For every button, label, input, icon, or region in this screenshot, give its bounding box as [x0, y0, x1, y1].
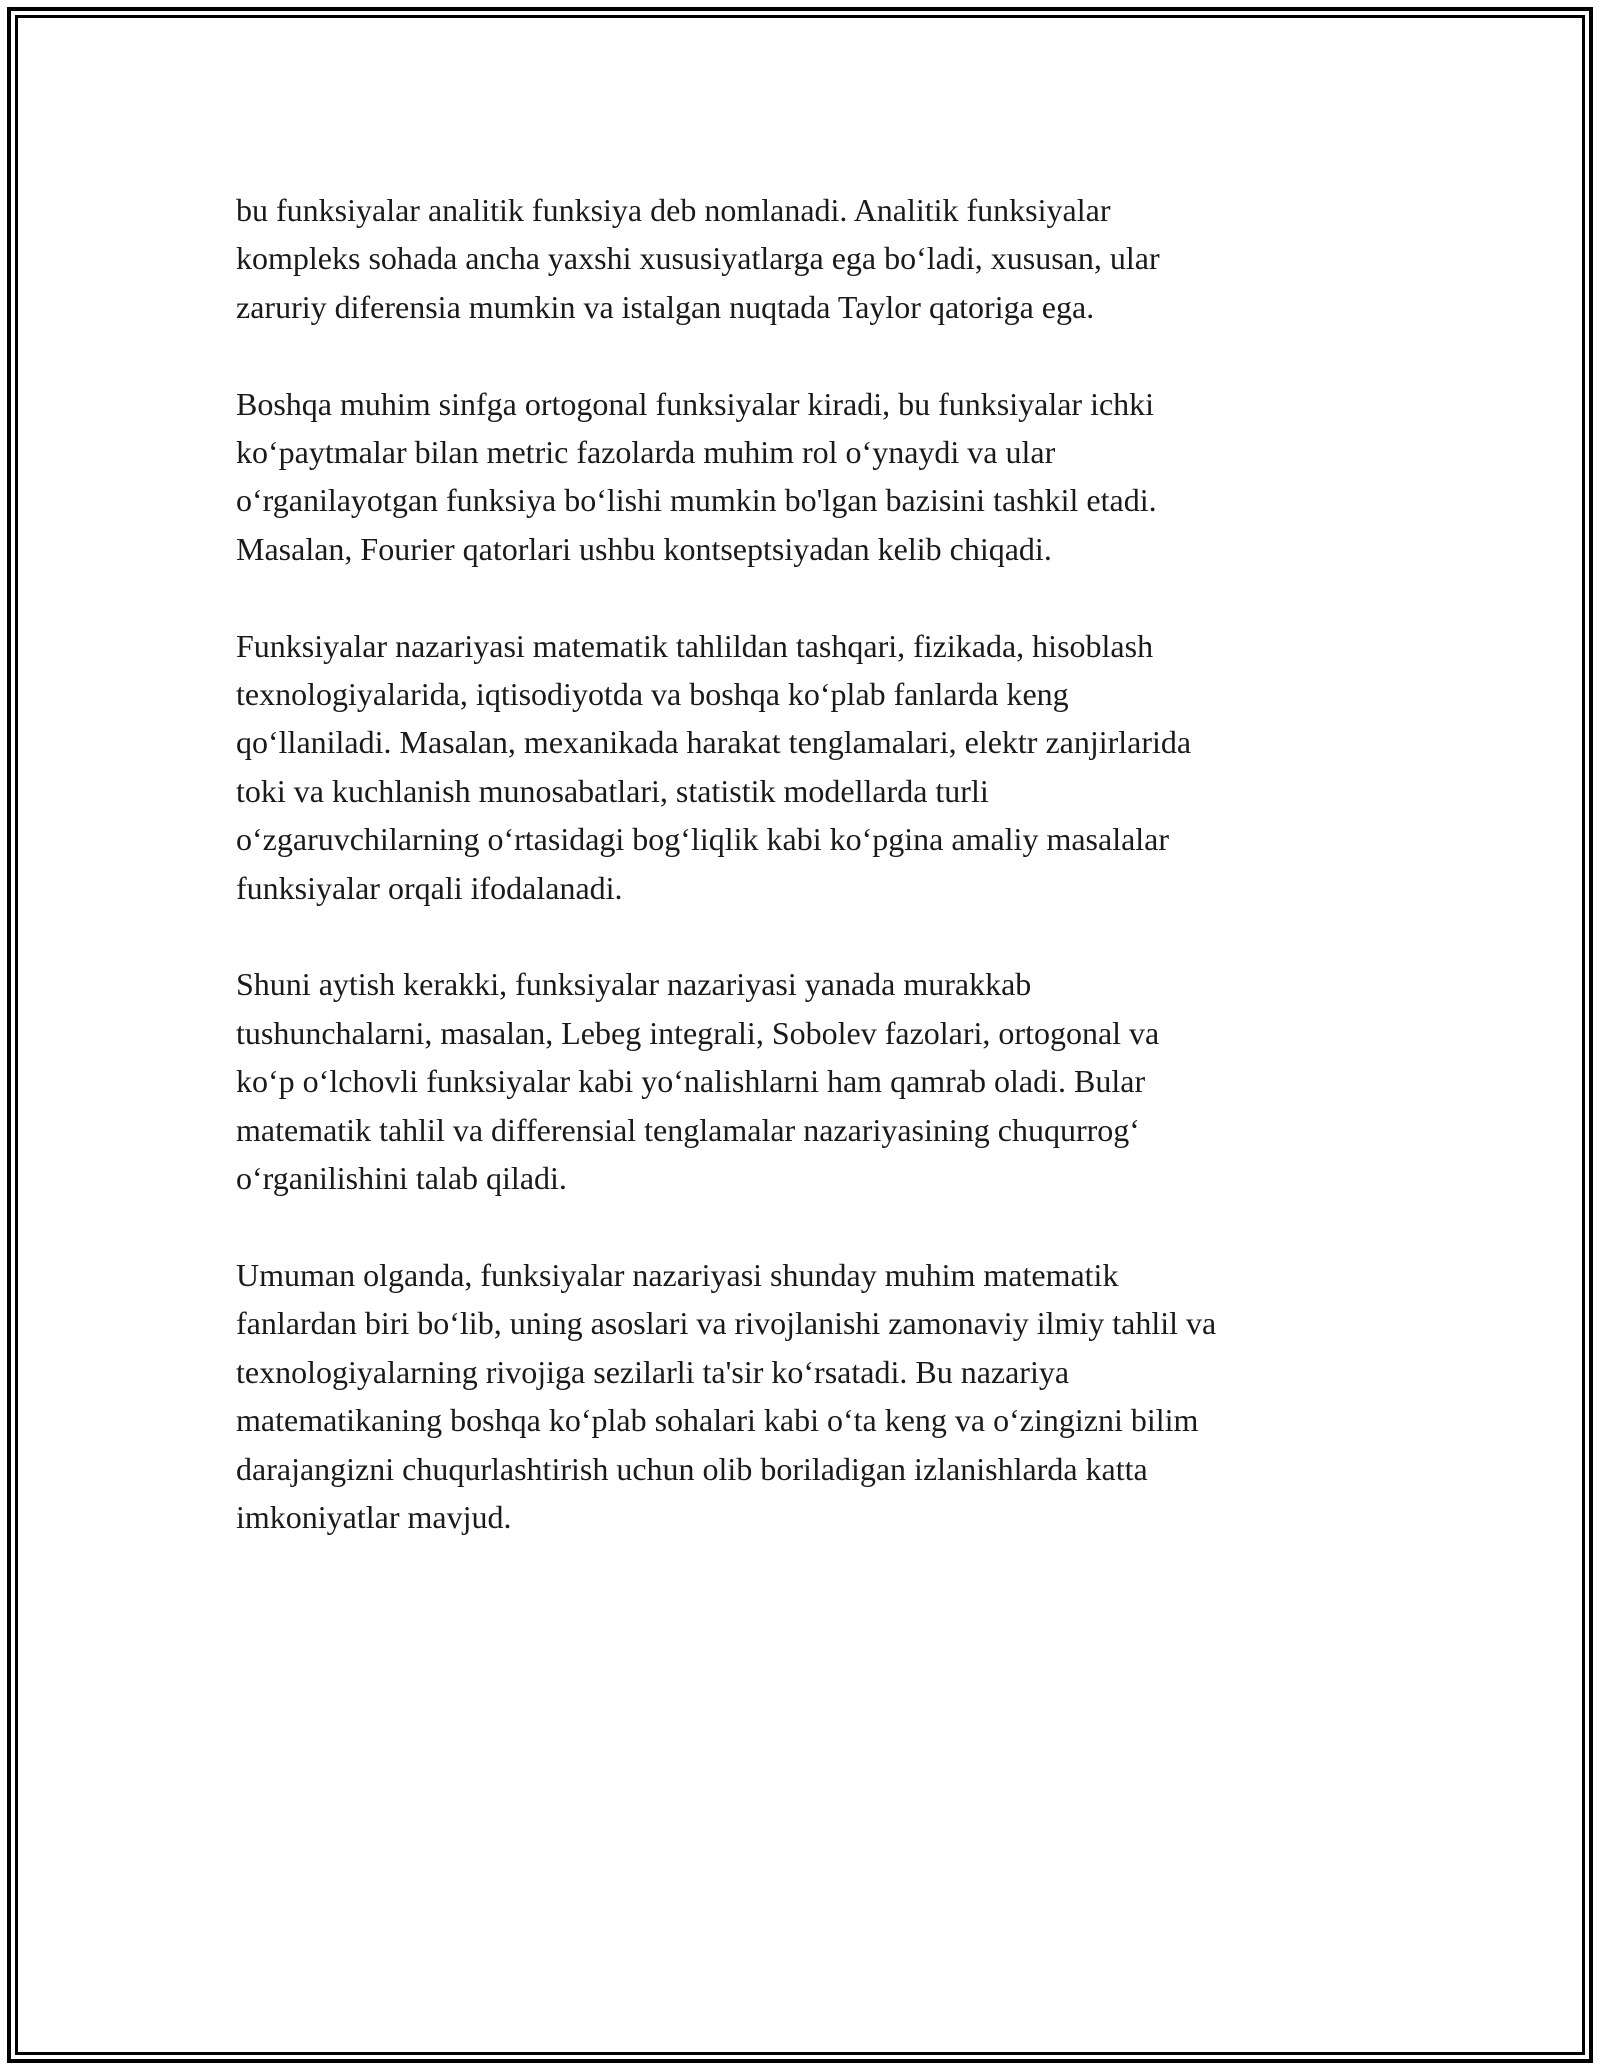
text-line: Funksiyalar nazariyasi matematik tahlildan tashqari, fizikada, hisoblash	[236, 627, 1154, 664]
text-line: ko‘p o‘lchovli funksiyalar kabi yo‘nalishlarni ham qamrab oladi. Bular	[236, 1063, 1146, 1100]
text-line: kompleks sohada ancha yaxshi xususiyatlarga ega bo‘ladi, xususan, ular	[236, 240, 1160, 277]
text-line: texnologiyalarida, iqtisodiyotda va boshqa ko‘plab fanlarda keng	[236, 676, 1069, 713]
text-line: toki va kuchlanish munosabatlari, statistik modellarda turli	[236, 772, 989, 809]
paragraph-applications	[236, 622, 1386, 912]
text-line: fanlardan biri bo‘lib, uning asoslari va rivojlanishi zamonaviy ilmiy tahlil va	[236, 1305, 1217, 1342]
text-line: darajangizni chuqurlashtirish uchun olib boriladigan izlanishlarda katta	[236, 1450, 1148, 1487]
text-line: Umuman olganda, funksiyalar nazariyasi shunday muhim matematik	[236, 1256, 1119, 1293]
text-line: Masalan, Fourier qatorlari ushbu kontseptsiyadan kelib chiqadi.	[236, 530, 1052, 567]
paragraph-orthogonal-functions	[236, 380, 1386, 574]
text-line: o‘rganilayotgan funksiya bo‘lishi mumkin bo'lgan bazisini tashkil etadi.	[236, 482, 1157, 519]
text-line: qo‘llaniladi. Masalan, mexanikada harakat tenglamalari, elektr zanjirlarida	[236, 724, 1192, 761]
text-line: bu funksiyalar analitik funksiya deb nomlanadi. Analitik funksiyalar	[236, 192, 1111, 228]
text-line: Shuni aytish kerakki, funksiyalar nazariyasi yanada murakkab	[236, 966, 1032, 1003]
text-line: matematikaning boshqa ko‘plab sohalari kabi o‘ta keng va o‘zingizni bilim	[236, 1402, 1199, 1439]
paragraph-advanced-concepts	[236, 960, 1386, 1202]
paragraph-conclusion	[236, 1251, 1386, 1541]
text-line: ko‘paytmalar bilan metric fazolarda muhim rol o‘ynaydi va ular	[236, 434, 1056, 471]
document-body	[236, 186, 1386, 1590]
text-line: o‘rganilishini talab qiladi.	[236, 1160, 567, 1197]
text-line: Boshqa muhim sinfga ortogonal funksiyalar kiradi, bu funksiyalar ichki	[236, 385, 1155, 422]
text-line: texnologiyalarning rivojiga sezilarli ta'sir ko‘rsatadi. Bu nazariya	[236, 1353, 1070, 1390]
text-line: funksiyalar orqali ifodalanadi.	[236, 869, 623, 906]
text-line: matematik tahlil va differensial tenglamalar nazariyasining chuqurrog‘	[236, 1111, 1140, 1148]
paragraph-functions-analytic	[236, 186, 1386, 331]
text-line: zaruriy diferensia mumkin va istalgan nuqtada Taylor qatoriga ega.	[236, 288, 1095, 325]
text-line: tushunchalarni, masalan, Lebeg integrali, Sobolev fazolari, ortogonal va	[236, 1014, 1160, 1051]
text-line: imkoniyatlar mavjud.	[236, 1498, 512, 1535]
text-line: o‘zgaruvchilarning o‘rtasidagi bog‘liqlik kabi ko‘pgina amaliy masalalar	[236, 821, 1170, 858]
